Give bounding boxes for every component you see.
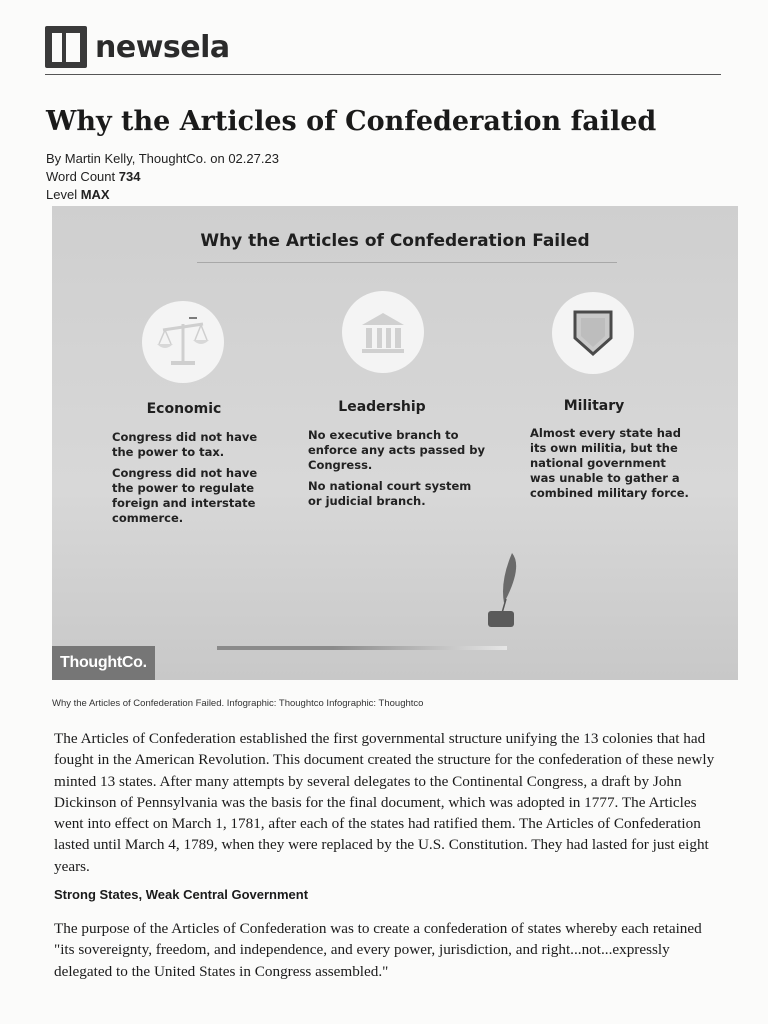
column-body-military — [530, 426, 695, 507]
header-divider — [45, 74, 721, 75]
newsela-logo[interactable] — [45, 26, 230, 68]
quill-icon — [478, 551, 528, 631]
leadership-point: No national court system or judicial branch. — [308, 479, 472, 508]
scales-icon — [142, 301, 224, 383]
leadership-point: No executive branch to enforce any acts passed by Congress. — [308, 428, 485, 472]
column-body-leadership — [308, 428, 488, 515]
column-heading-military: Military — [563, 398, 625, 414]
column-heading-economic: Economic — [146, 401, 222, 417]
article-title: Why the Articles of Confederation failed — [46, 106, 657, 137]
infographic — [52, 206, 738, 680]
column-heading-leadership: Leadership — [338, 399, 426, 415]
capitol-icon — [342, 291, 424, 373]
thoughtco-badge: ThoughtCo. — [52, 646, 155, 680]
paper-edge-decoration — [217, 646, 507, 650]
section-heading: Strong States, Weak Central Government — [54, 887, 309, 902]
body-paragraph: The purpose of the Articles of Confederation was to create a confederation of states whereby each retained "its sovereignty, freedom, and independence, and every power, jurisdiction, and right...not...expressly delegated to the United States in Congress assembled." — [54, 920, 702, 980]
brand-name: newsela — [95, 29, 230, 65]
infographic-title-rule — [197, 262, 617, 263]
byline: By Martin Kelly, ThoughtCo. on 02.27.23 — [46, 151, 279, 166]
column-body-economic — [112, 430, 272, 532]
reading-level-value: MAX — [80, 187, 110, 202]
shield-icon — [552, 292, 634, 374]
infographic-title: Why the Articles of Confederation Failed — [200, 231, 590, 251]
word-count: Word Count 734 — [46, 169, 141, 184]
newsela-logo-icon — [45, 26, 87, 68]
economic-point: Congress did not have the power to regulate foreign and interstate commerce. — [112, 466, 258, 525]
reading-level: Level MAX — [46, 187, 110, 202]
economic-point: Congress did not have the power to tax. — [112, 430, 258, 459]
article-meta — [46, 150, 279, 204]
military-point: Almost every state had its own militia, but the national government was unable to gather a combined military force. — [530, 426, 689, 500]
body-paragraph: The Articles of Confederation established the first governmental structure unifying the 13 colonies that had fought in the American Revolution. This document created the structure for the confederation of these newly minted 13 states. After many attempts by several delegates to the Continental Congress, a draft by John Dickinson of Pennsylvania was the basis for the final document, which was adopted in 1777. The Articles went into effect on March 1, 1781, after each of the states had ratified them. The Articles of Confederation lasted until March 4, 1789, when they were replaced by the U.S. Constitution. They had lasted for just eight years. — [54, 730, 715, 875]
image-caption: Why the Articles of Confederation Failed. Infographic: Thoughtco Infographic: Thoughtco — [52, 698, 424, 709]
word-count-value: 734 — [118, 169, 141, 184]
